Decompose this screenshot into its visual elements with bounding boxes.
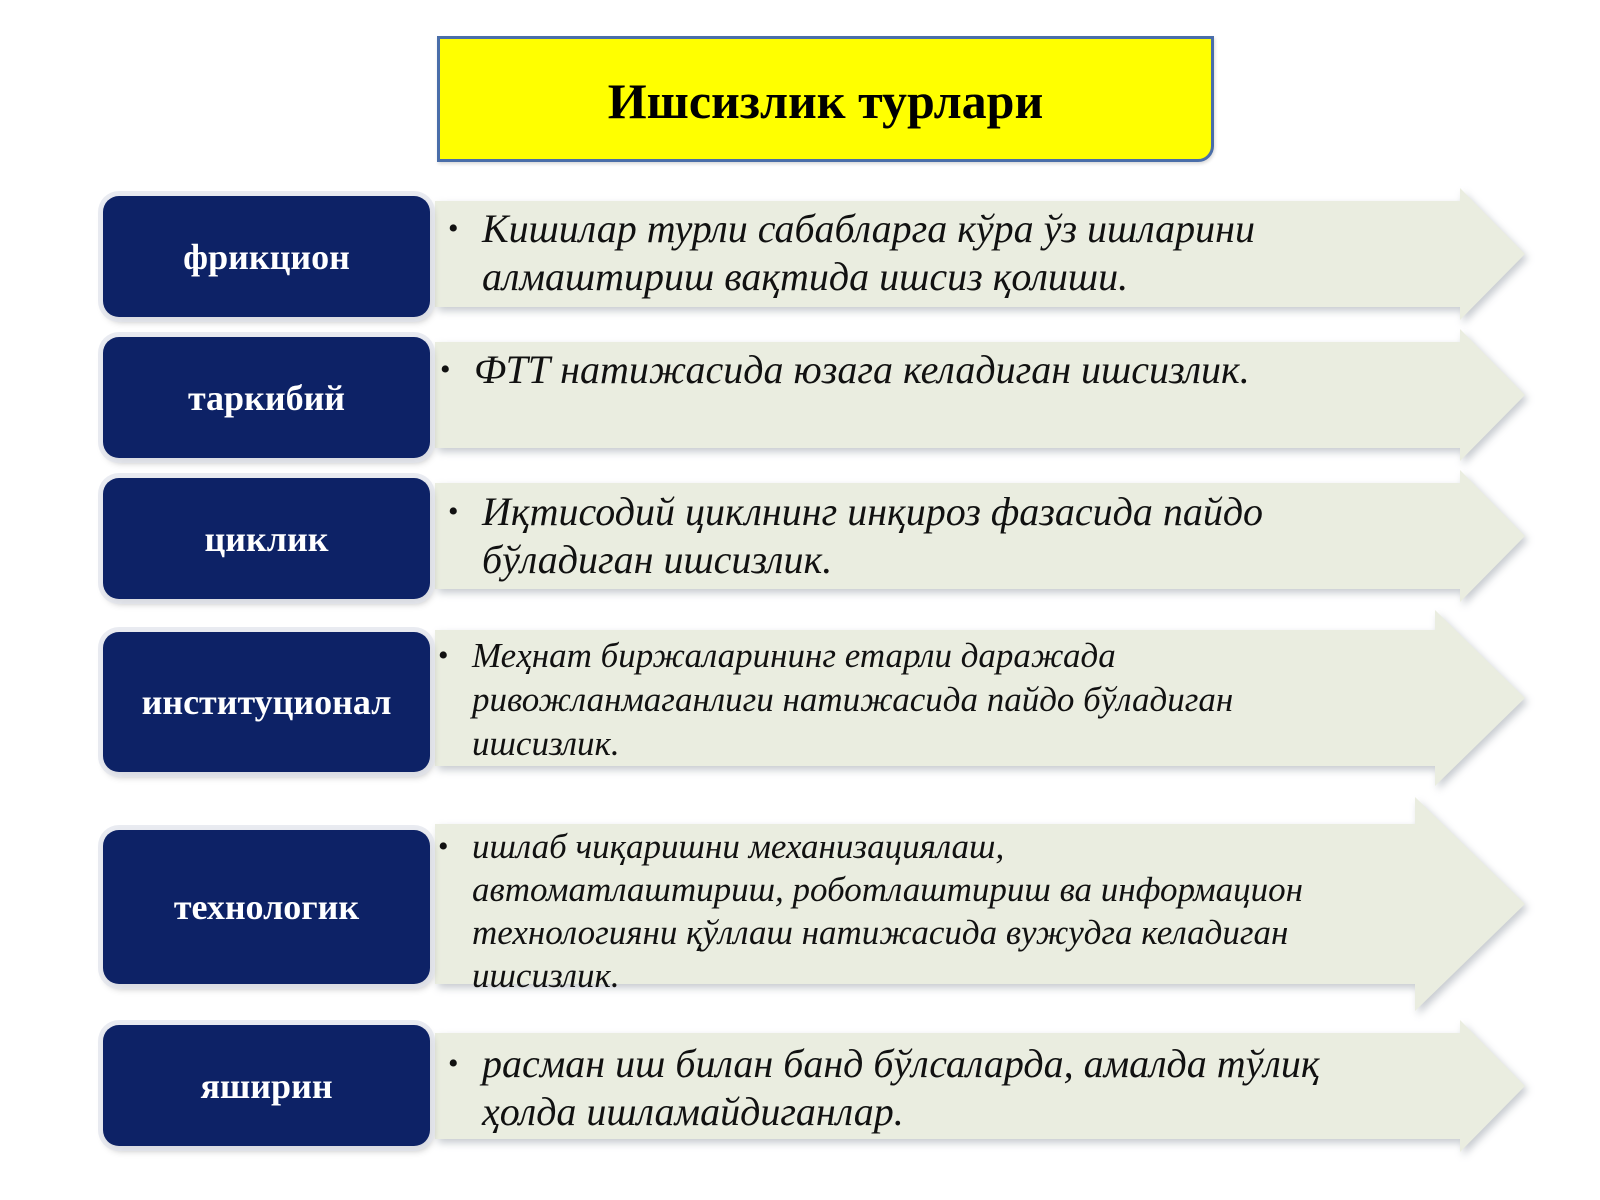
description-line: технологияни қўллаш натижасида вужудга келадиган bbox=[472, 913, 1289, 952]
description-line: ишсизлик. bbox=[472, 956, 620, 995]
category-label: институционал bbox=[141, 682, 392, 722]
category-frictional bbox=[103, 196, 430, 317]
description-line: ривожланмаганлиги натижасида пайдо бўладиган bbox=[472, 680, 1234, 719]
description-technological bbox=[438, 825, 1303, 997]
description-line: Меҳнат биржаларининг етарли даражада bbox=[472, 636, 1116, 675]
description-line: расман иш билан банд бўлсаларда, амалда тўлиқ bbox=[482, 1041, 1320, 1086]
title-box bbox=[437, 36, 1214, 162]
description-structural bbox=[440, 346, 1250, 394]
category-institutional bbox=[103, 632, 430, 772]
category-label: циклик bbox=[204, 518, 329, 559]
description-institutional bbox=[438, 634, 1234, 766]
category-label: яширин bbox=[200, 1065, 333, 1106]
bullet-marker: • bbox=[448, 1047, 459, 1080]
category-cyclical bbox=[103, 478, 430, 599]
description-hidden bbox=[448, 1040, 1320, 1136]
description-cyclical bbox=[448, 488, 1264, 584]
category-label: таркибий bbox=[187, 377, 346, 418]
bullet-marker: • bbox=[440, 353, 451, 386]
description-line: Иқтисодий циклнинг инқироз фазасида пайдо bbox=[482, 489, 1264, 534]
category-structural bbox=[103, 337, 430, 458]
description-line: Кишилар турли сабабларга кўра ўз ишларини bbox=[482, 206, 1256, 251]
bullet-marker: • bbox=[438, 830, 449, 863]
category-label: технологик bbox=[173, 887, 360, 927]
bullet-marker: • bbox=[448, 495, 459, 528]
description-line: ишлаб чиқаришни механизациялаш, bbox=[472, 827, 1005, 866]
description-line: алмаштириш вақтида ишсиз қолиши. bbox=[482, 254, 1129, 299]
bullet-marker: • bbox=[448, 212, 459, 245]
description-line: автоматлаштириш, роботлаштириш ва информацион bbox=[472, 870, 1303, 909]
description-line: ҳолда ишламайдиганлар. bbox=[482, 1089, 904, 1134]
description-line: ФТТ натижасида юзага келадиган ишсизлик. bbox=[474, 347, 1250, 392]
diagram-title: Ишсизлик турлари bbox=[607, 73, 1044, 129]
category-hidden bbox=[103, 1025, 430, 1146]
description-line: бўладиган ишсизлик. bbox=[482, 537, 833, 582]
category-label: фрикцион bbox=[183, 236, 350, 277]
category-technological bbox=[103, 830, 430, 984]
description-line: ишсизлик. bbox=[472, 724, 620, 763]
bullet-marker: • bbox=[438, 639, 449, 672]
description-frictional bbox=[448, 205, 1256, 301]
